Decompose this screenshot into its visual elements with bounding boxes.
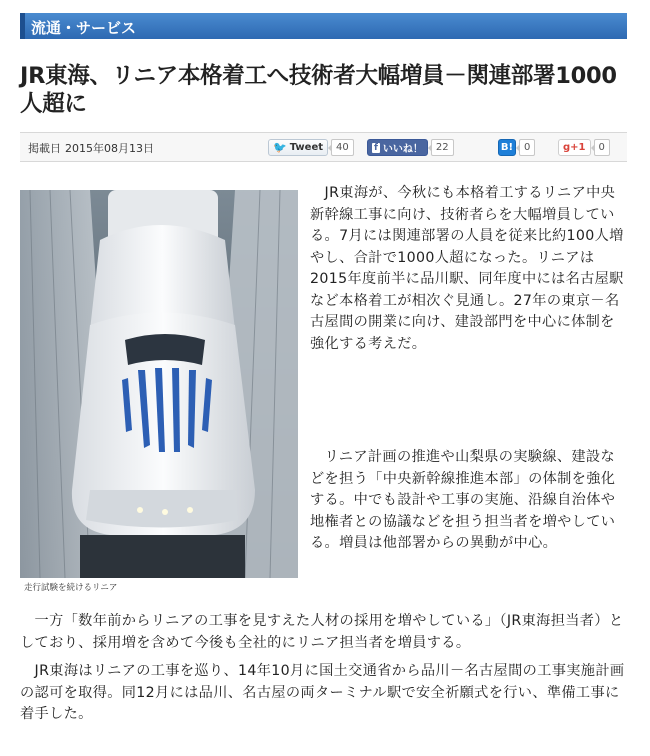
article-headline: JR東海、リニア本格着工へ技術者大幅増員－関連部署1000人超に: [20, 63, 617, 117]
photo-caption: 走行試験を続けるリニア: [24, 583, 118, 593]
paragraph-3: 一方「数年前からリニアの工事を見すえた人材の採用を増やしている」（JR東海担当者）としており、採用増を含めて今後も全社的にリニア担当者を増員する。: [20, 613, 624, 651]
facebook-f-icon: f: [374, 142, 378, 153]
tweet-label: Tweet: [289, 142, 324, 153]
maglev-train-image: [20, 190, 298, 578]
facebook-share: [367, 139, 454, 156]
tweet-count: 40: [331, 139, 354, 156]
gplus-share: [558, 139, 610, 156]
like-button[interactable]: [367, 139, 428, 156]
paragraph-2: リニア計画の推進や山梨県の実験線、建設などを担う「中央新幹線推進本部」の体制を強化する。中でも設計や工事の実施、沿線自治体や地権者との協議などを担う担当者を増やしている。増員は他部署からの異動が中心。: [310, 449, 616, 551]
hatena-count: 0: [519, 139, 535, 156]
tweet-share: [268, 139, 354, 156]
meta-bar: [20, 132, 627, 162]
publish-date: [28, 140, 154, 156]
category-bar[interactable]: [20, 13, 627, 39]
paragraph-4: JR東海はリニアの工事を巡り、14年10月に国土交通省から品川－名古屋間の工事実施計画の認可を取得。同12月には品川、名古屋の両ターミナル駅で安全祈願式を行い、準備工事に着手した。: [20, 663, 625, 722]
date-label: 掲載日: [28, 142, 61, 155]
like-label: いいね！: [382, 144, 423, 155]
hatena-bookmark-button[interactable]: [498, 139, 516, 156]
gplus-button[interactable]: [558, 139, 591, 156]
maglev-photo: [20, 190, 298, 578]
gplus-icon: g+1: [563, 142, 586, 153]
category-label: 流通・サービス: [31, 19, 137, 37]
hatena-icon: B!: [500, 142, 514, 153]
paragraph-1: JR東海が、今秋にも本格着工するリニア中央新幹線工事に向け、技術者らを大幅増員している。7月には関連部署の人員を従来比約100人増やし、合計で1000人超になった。リニアは2015年度前半に品川駅、同年度中には名古屋駅など本格着工が相次ぐ見通し。27年の東京－名古屋間の開業に向け、建設部門を中心に体制を強化する考えだ。: [310, 185, 624, 352]
date-value: 2015年08月13日: [65, 142, 154, 155]
gplus-count: 0: [594, 139, 610, 156]
like-count: 22: [431, 139, 454, 156]
tweet-button[interactable]: [268, 139, 328, 156]
twitter-bird-icon: 🐦: [273, 141, 287, 154]
hatena-share: [498, 139, 535, 156]
